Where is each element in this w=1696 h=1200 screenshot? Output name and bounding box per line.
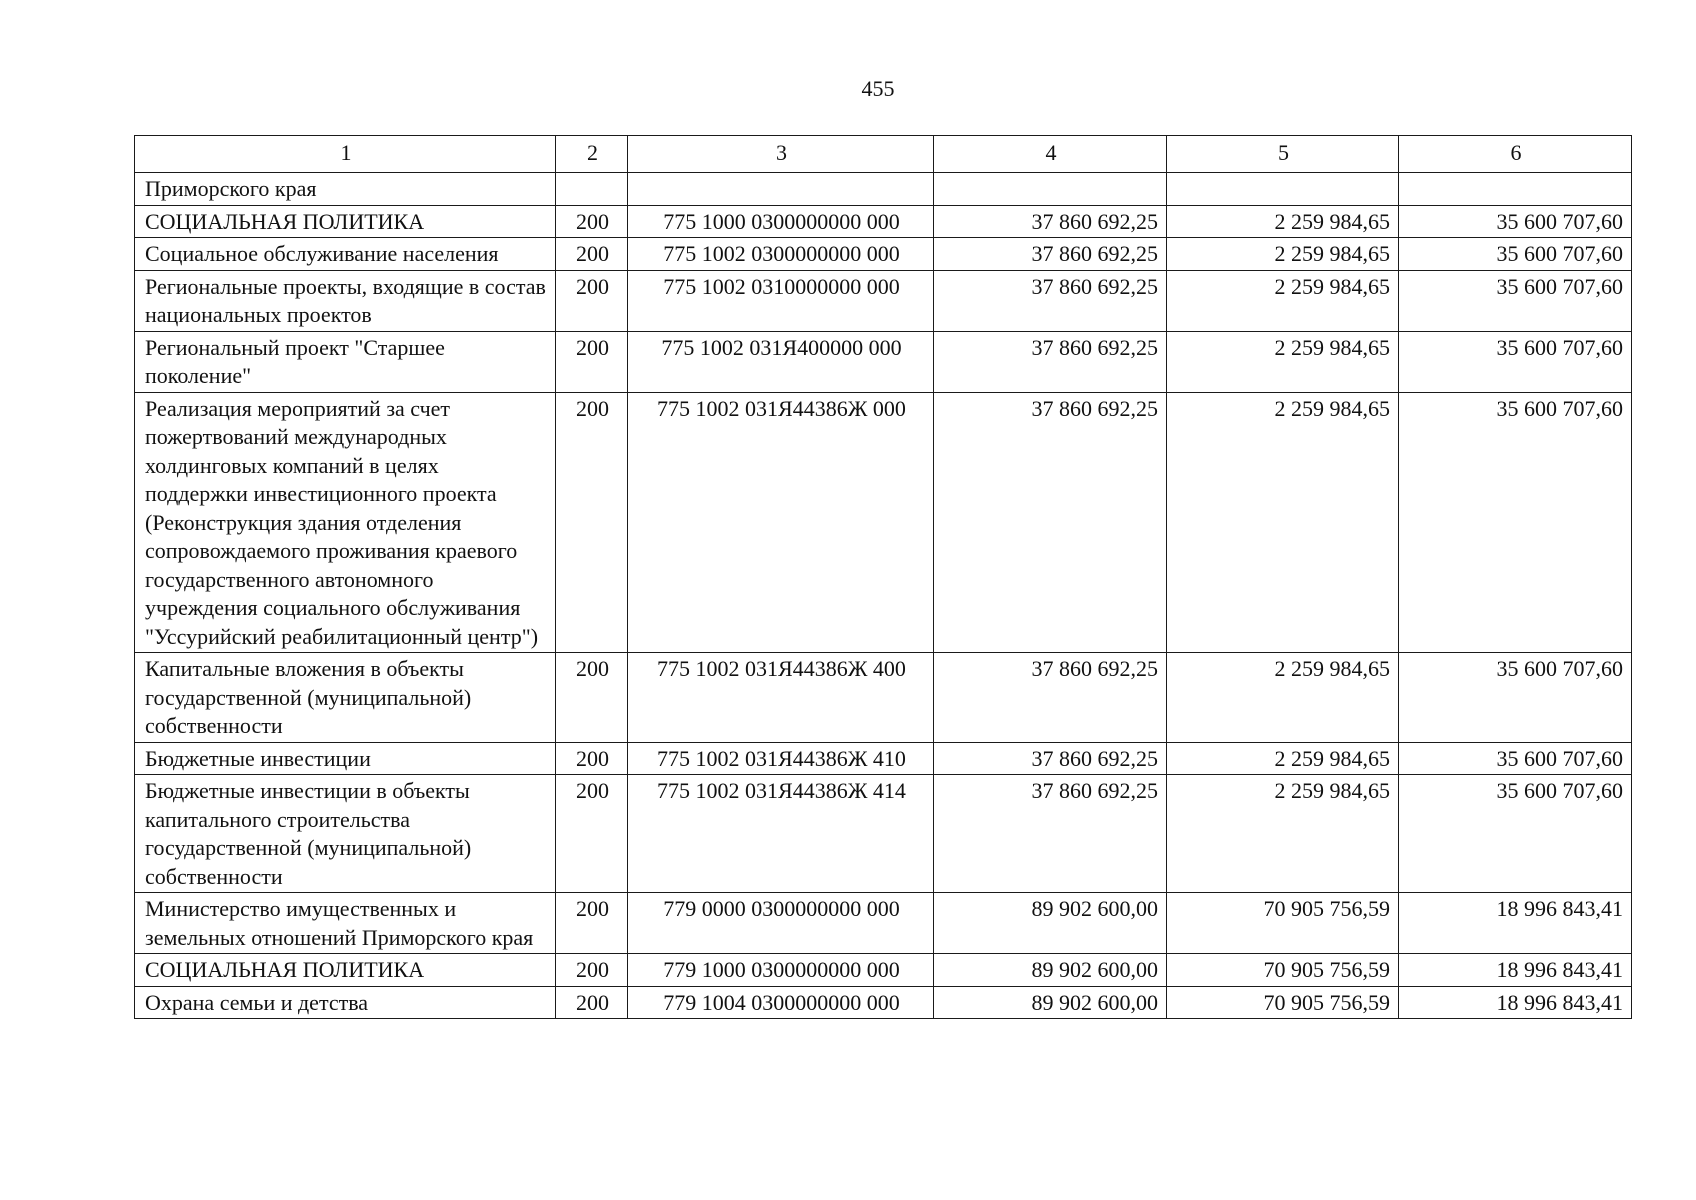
row-value-6: 35 600 707,60 — [1399, 653, 1632, 743]
row-value-5: 2 259 984,65 — [1167, 742, 1399, 775]
row-group: 200 — [556, 205, 628, 238]
row-group: 200 — [556, 392, 628, 653]
row-value-6 — [1399, 173, 1632, 206]
row-value-6: 18 996 843,41 — [1399, 954, 1632, 987]
row-value-5: 2 259 984,65 — [1167, 270, 1399, 331]
row-value-6: 18 996 843,41 — [1399, 986, 1632, 1019]
row-value-6: 35 600 707,60 — [1399, 238, 1632, 271]
row-name: Региональные проекты, входящие в состав национальных проектов — [135, 270, 556, 331]
row-value-5: 2 259 984,65 — [1167, 392, 1399, 653]
row-code: 779 1004 0300000000 000 — [628, 986, 934, 1019]
row-value-5: 70 905 756,59 — [1167, 986, 1399, 1019]
header-col-5: 5 — [1167, 136, 1399, 173]
row-name: Социальное обслуживание населения — [135, 238, 556, 271]
table-row — [135, 986, 1632, 1019]
row-value-6: 35 600 707,60 — [1399, 331, 1632, 392]
row-code: 779 1000 0300000000 000 — [628, 954, 934, 987]
row-code: 779 0000 0300000000 000 — [628, 893, 934, 954]
row-value-4: 89 902 600,00 — [934, 893, 1167, 954]
row-group — [556, 173, 628, 206]
row-value-5: 2 259 984,65 — [1167, 238, 1399, 271]
row-value-4: 37 860 692,25 — [934, 775, 1167, 893]
header-col-2: 2 — [556, 136, 628, 173]
table-row — [135, 954, 1632, 987]
row-value-4: 89 902 600,00 — [934, 986, 1167, 1019]
row-group: 200 — [556, 893, 628, 954]
row-code: 775 1002 031Я44386Ж 400 — [628, 653, 934, 743]
table-row — [135, 238, 1632, 271]
row-name: Бюджетные инвестиции — [135, 742, 556, 775]
row-name: Региональный проект "Старшее поколение" — [135, 331, 556, 392]
row-value-6: 35 600 707,60 — [1399, 270, 1632, 331]
header-col-6: 6 — [1399, 136, 1632, 173]
row-value-6: 18 996 843,41 — [1399, 893, 1632, 954]
row-value-4: 37 860 692,25 — [934, 270, 1167, 331]
row-value-4: 37 860 692,25 — [934, 742, 1167, 775]
budget-table — [134, 135, 1632, 1019]
row-value-5: 2 259 984,65 — [1167, 205, 1399, 238]
row-code: 775 1002 031Я44386Ж 000 — [628, 392, 934, 653]
table-row — [135, 173, 1632, 206]
row-value-4: 89 902 600,00 — [934, 954, 1167, 987]
row-code: 775 1002 0300000000 000 — [628, 238, 934, 271]
header-col-1: 1 — [135, 136, 556, 173]
row-code: 775 1002 031Я44386Ж 410 — [628, 742, 934, 775]
row-value-6: 35 600 707,60 — [1399, 205, 1632, 238]
row-value-5: 70 905 756,59 — [1167, 954, 1399, 987]
row-value-5 — [1167, 173, 1399, 206]
row-value-5: 2 259 984,65 — [1167, 331, 1399, 392]
row-value-4: 37 860 692,25 — [934, 238, 1167, 271]
row-group: 200 — [556, 775, 628, 893]
row-value-6: 35 600 707,60 — [1399, 392, 1632, 653]
row-name: Капитальные вложения в объекты государственной (муниципальной) собственности — [135, 653, 556, 743]
table-row — [135, 205, 1632, 238]
row-value-4: 37 860 692,25 — [934, 205, 1167, 238]
row-group: 200 — [556, 270, 628, 331]
row-group: 200 — [556, 653, 628, 743]
row-code: 775 1002 0310000000 000 — [628, 270, 934, 331]
row-name: Реализация мероприятий за счет пожертвований международных холдинговых компаний в целях поддержки инвестиционного проекта (Реконструкция здания отделения сопровождаемого проживания краевого государственного автономного учреждения социального обслуживания "Уссурийский реабилитационный центр") — [135, 392, 556, 653]
row-code — [628, 173, 934, 206]
row-group: 200 — [556, 331, 628, 392]
row-name: Охрана семьи и детства — [135, 986, 556, 1019]
header-col-3: 3 — [628, 136, 934, 173]
table-row — [135, 270, 1632, 331]
row-code: 775 1002 031Я400000 000 — [628, 331, 934, 392]
header-row — [135, 136, 1632, 173]
row-value-6: 35 600 707,60 — [1399, 775, 1632, 893]
table-row — [135, 742, 1632, 775]
row-value-4: 37 860 692,25 — [934, 392, 1167, 653]
row-name: Приморского края — [135, 173, 556, 206]
row-name: Министерство имущественных и земельных отношений Приморского края — [135, 893, 556, 954]
row-value-5: 2 259 984,65 — [1167, 653, 1399, 743]
page-number: 455 — [861, 76, 895, 101]
row-value-5: 2 259 984,65 — [1167, 775, 1399, 893]
row-value-5: 70 905 756,59 — [1167, 893, 1399, 954]
row-code: 775 1000 0300000000 000 — [628, 205, 934, 238]
row-code: 775 1002 031Я44386Ж 414 — [628, 775, 934, 893]
row-name: СОЦИАЛЬНАЯ ПОЛИТИКА — [135, 205, 556, 238]
row-name: СОЦИАЛЬНАЯ ПОЛИТИКА — [135, 954, 556, 987]
row-value-4: 37 860 692,25 — [934, 331, 1167, 392]
row-value-6: 35 600 707,60 — [1399, 742, 1632, 775]
table-row — [135, 775, 1632, 893]
header-col-4: 4 — [934, 136, 1167, 173]
table-row — [135, 331, 1632, 392]
row-group: 200 — [556, 742, 628, 775]
row-group: 200 — [556, 986, 628, 1019]
row-group: 200 — [556, 238, 628, 271]
table-row — [135, 893, 1632, 954]
row-value-4: 37 860 692,25 — [934, 653, 1167, 743]
row-value-4 — [934, 173, 1167, 206]
row-name: Бюджетные инвестиции в объекты капитального строительства государственной (муниципальной) собственности — [135, 775, 556, 893]
table-row — [135, 392, 1632, 653]
row-group: 200 — [556, 954, 628, 987]
table-row — [135, 653, 1632, 743]
